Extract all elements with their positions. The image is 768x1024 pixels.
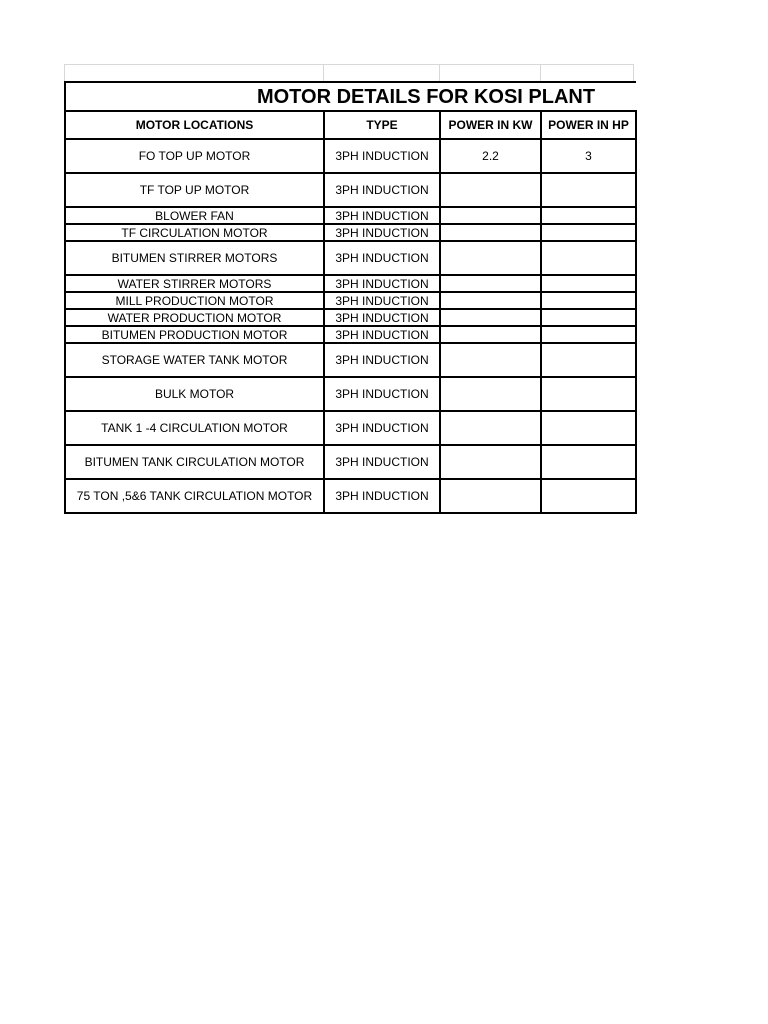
cell-power-hp: [541, 207, 636, 224]
table-row: [65, 411, 636, 445]
cell-location: BULK MOTOR: [65, 377, 324, 411]
cell-power-hp: [541, 445, 636, 479]
cell-power-hp: 3: [541, 139, 636, 173]
table-row: [65, 275, 636, 292]
cell-power-hp: [541, 411, 636, 445]
cell-power-kw: [440, 275, 541, 292]
table-row: [65, 139, 636, 173]
cell-location: BITUMEN STIRRER MOTORS: [65, 241, 324, 275]
table-row: [65, 224, 636, 241]
cell-power-kw: [440, 292, 541, 309]
cell-location: TF CIRCULATION MOTOR: [65, 224, 324, 241]
cell-location: WATER STIRRER MOTORS: [65, 275, 324, 292]
cell-power-kw: [440, 224, 541, 241]
cell-type: 3PH INDUCTION: [324, 326, 440, 343]
cell-location: STORAGE WATER TANK MOTOR: [65, 343, 324, 377]
header-power-kw: POWER IN KW: [440, 111, 541, 139]
cell-type: 3PH INDUCTION: [324, 173, 440, 207]
cell-type: 3PH INDUCTION: [324, 479, 440, 513]
cell-power-hp: [541, 224, 636, 241]
cell-type: 3PH INDUCTION: [324, 207, 440, 224]
gridline-divider: [439, 65, 440, 82]
cell-type: 3PH INDUCTION: [324, 411, 440, 445]
cell-type: 3PH INDUCTION: [324, 224, 440, 241]
table-row: [65, 292, 636, 309]
cell-power-kw: [440, 411, 541, 445]
cell-location: BLOWER FAN: [65, 207, 324, 224]
table-row: [65, 445, 636, 479]
gridline-divider: [323, 65, 324, 82]
header-motor-locations: MOTOR LOCATIONS: [65, 111, 324, 139]
cell-type: 3PH INDUCTION: [324, 377, 440, 411]
cell-power-hp: [541, 241, 636, 275]
cell-power-hp: [541, 343, 636, 377]
cell-type: 3PH INDUCTION: [324, 139, 440, 173]
cell-power-kw: [440, 173, 541, 207]
cell-location: MILL PRODUCTION MOTOR: [65, 292, 324, 309]
table-row: [65, 479, 636, 513]
cell-power-hp: [541, 377, 636, 411]
cell-location: WATER PRODUCTION MOTOR: [65, 309, 324, 326]
cell-power-kw: [440, 343, 541, 377]
cell-location: TF TOP UP MOTOR: [65, 173, 324, 207]
cell-location: TANK 1 -4 CIRCULATION MOTOR: [65, 411, 324, 445]
gridline-divider: [540, 65, 541, 82]
table-row: [65, 207, 636, 224]
table-row: [65, 326, 636, 343]
cell-power-kw: [440, 309, 541, 326]
table-title: MOTOR DETAILS FOR KOSI PLANT: [65, 82, 636, 111]
table-row: [65, 241, 636, 275]
cell-power-hp: [541, 292, 636, 309]
cell-location: BITUMEN PRODUCTION MOTOR: [65, 326, 324, 343]
cell-location: BITUMEN TANK CIRCULATION MOTOR: [65, 445, 324, 479]
cell-power-kw: [440, 241, 541, 275]
cell-type: 3PH INDUCTION: [324, 343, 440, 377]
cell-type: 3PH INDUCTION: [324, 445, 440, 479]
cell-type: 3PH INDUCTION: [324, 275, 440, 292]
cell-power-kw: [440, 326, 541, 343]
cell-location: FO TOP UP MOTOR: [65, 139, 324, 173]
table-row: [65, 173, 636, 207]
cell-type: 3PH INDUCTION: [324, 241, 440, 275]
cell-type: 3PH INDUCTION: [324, 309, 440, 326]
cell-power-hp: [541, 173, 636, 207]
cell-power-hp: [541, 479, 636, 513]
cell-power-hp: [541, 309, 636, 326]
spreadsheet-gridline-row: [64, 64, 634, 81]
cell-power-kw: [440, 445, 541, 479]
cell-power-kw: [440, 377, 541, 411]
table-row: [65, 343, 636, 377]
motor-details-table: [64, 81, 637, 514]
cell-location: 75 TON ,5&6 TANK CIRCULATION MOTOR: [65, 479, 324, 513]
cell-power-hp: [541, 275, 636, 292]
cell-power-hp: [541, 326, 636, 343]
table-row: [65, 377, 636, 411]
cell-power-kw: [440, 479, 541, 513]
header-type: TYPE: [324, 111, 440, 139]
cell-power-kw: [440, 207, 541, 224]
cell-power-kw: 2.2: [440, 139, 541, 173]
table-row: [65, 309, 636, 326]
cell-type: 3PH INDUCTION: [324, 292, 440, 309]
header-power-hp: POWER IN HP: [541, 111, 636, 139]
